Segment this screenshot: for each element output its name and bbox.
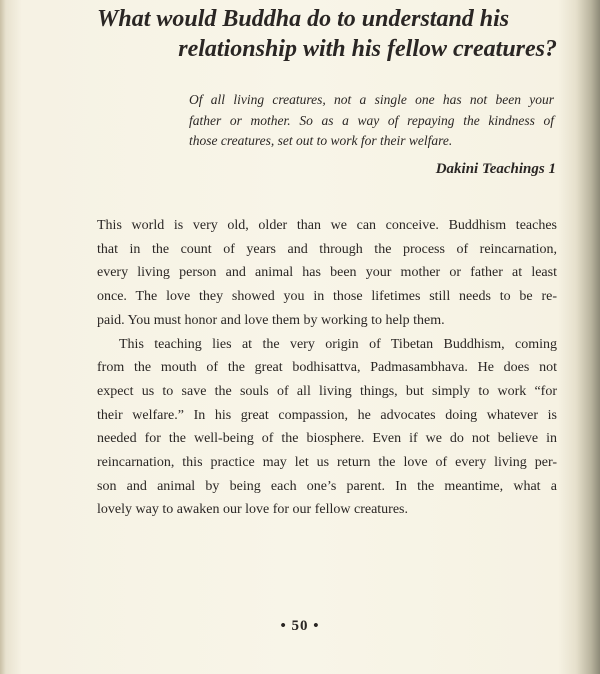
body-line: son and animal by being each one’s parent. In the meantime, what a [97,478,557,494]
body-line: This world is very old, older than we can conceive. Buddhism teaches [97,218,557,233]
body-line: that in the count of years and through the process of reincarnation, [97,241,557,257]
epigraph-attribution: Dakini Teachings 1 [435,161,556,177]
body-line: lovely way to awaken our love for our fellow creatures. [97,502,408,518]
body-line: needed for the well-being of the biosphere. Even if we do not believe in [97,431,557,447]
body-line: from the mouth of the great bodhisattva, Padmasambhava. He does not [97,360,557,376]
body-line: paid. You must honor and love them by working to help them. [97,312,445,328]
body-line: This teaching lies at the very origin of Tibetan Buddhism, coming [119,336,557,352]
epigraph-line: father or mother. So as a way of repaying the kindness of [189,112,554,128]
body-text [97,214,557,522]
epigraph-line: those creatures, set out to work for their welfare. [189,133,453,148]
body-line: their welfare.” In his great compassion, he advocates doing whatever is [97,407,557,423]
body-line: expect us to save the souls of all living things, but simply to work “for [97,383,557,399]
epigraph-line: Of all living creatures, not a single one has not been your [189,92,554,107]
body-line: once. The love they showed you in those lifetimes still needs to be re- [97,289,557,305]
page-number: • 50 • [280,618,320,634]
heading-line-1: What would Buddha do to understand his [97,6,510,32]
body-line: reincarnation, this practice may let us return the love of every living per- [97,455,557,471]
heading-line-2: relationship with his fellow creatures? [178,36,557,62]
body-line: every living person and animal has been your mother or father at least [97,265,557,281]
epigraph [189,90,554,152]
